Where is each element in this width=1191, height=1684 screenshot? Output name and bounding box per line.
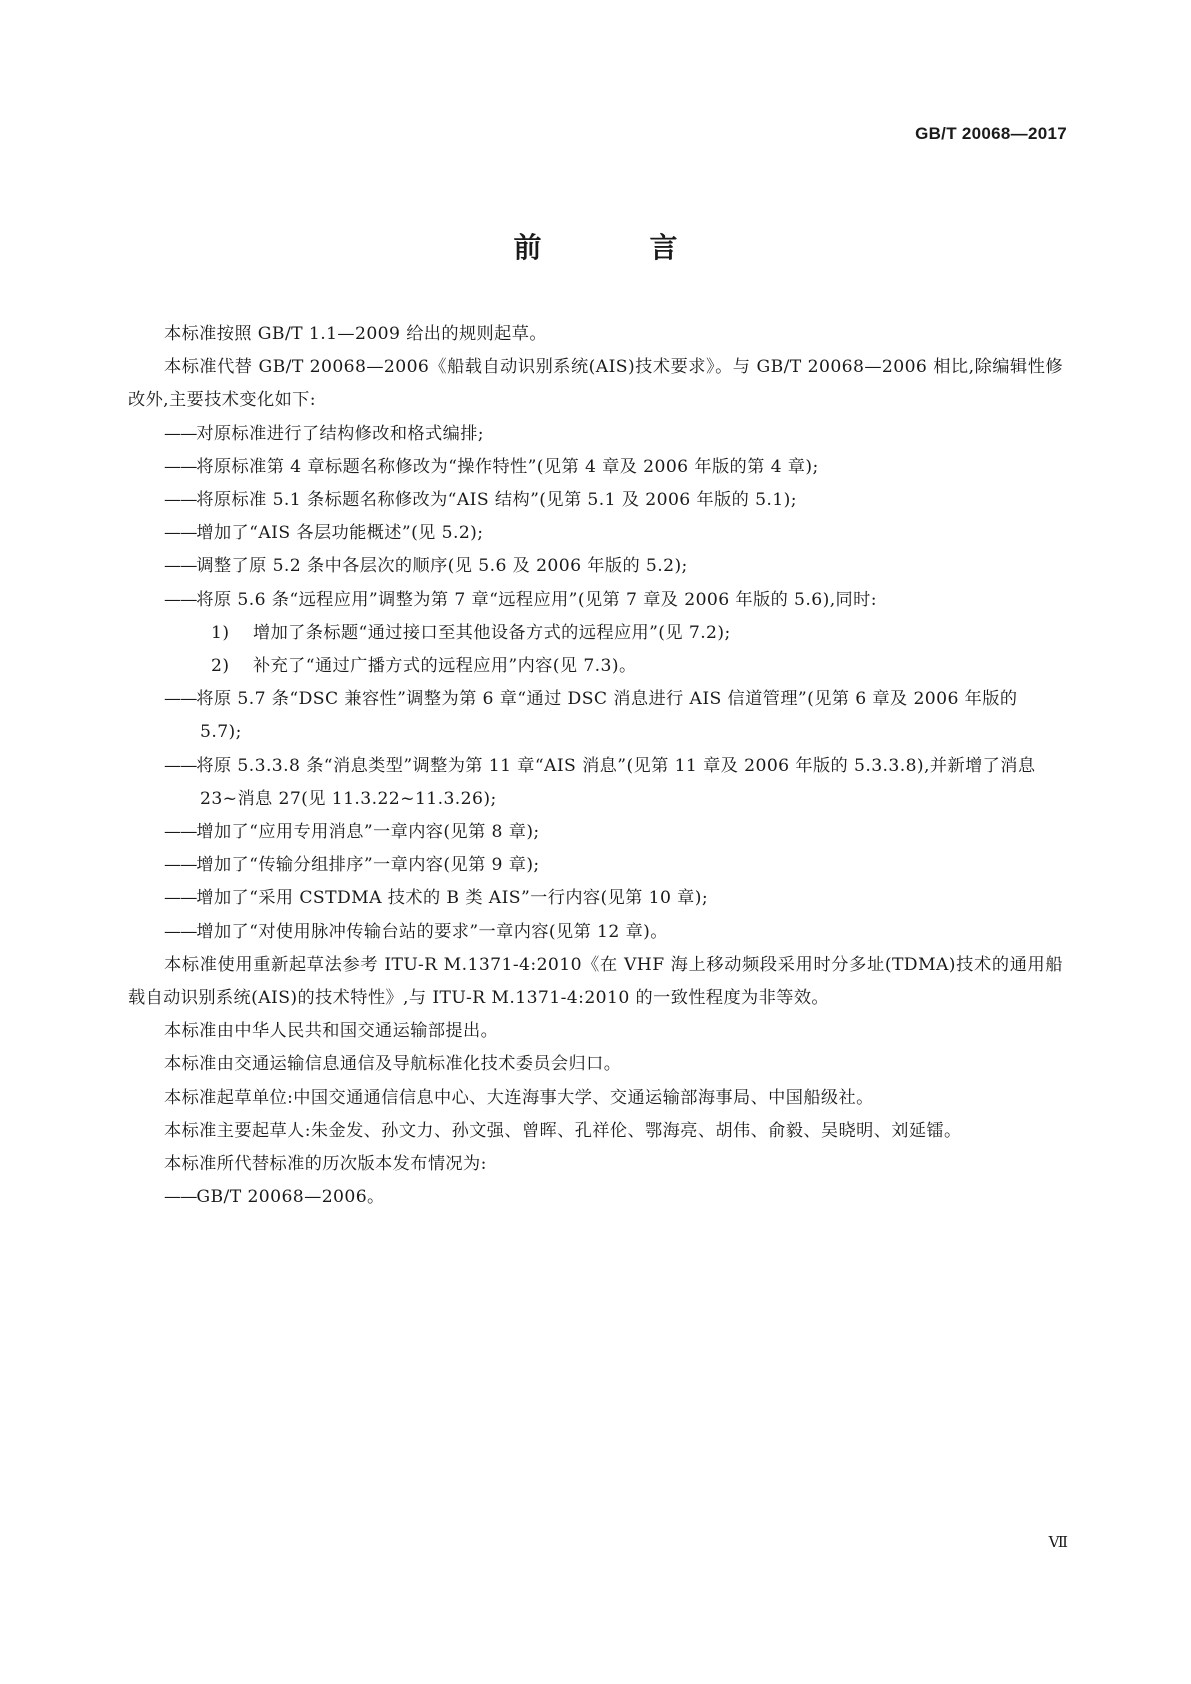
paragraph-committee: 本标准由交通运输信息通信及导航标准化技术委员会归口。 xyxy=(164,1054,622,1075)
sub-item: 2) 补充了“通过广播方式的远程应用”内容(见 7.3)。 xyxy=(211,656,637,677)
change-item: ——调整了原 5.2 条中各层次的顺序(见 5.6 及 2006 年版的 5.2); xyxy=(164,556,688,577)
standard-code: GB/T 20068—2017 xyxy=(915,124,1067,143)
change-item: ——将原标准第 4 章标题名称修改为“操作特性”(见第 4 章及 2006 年版的第 4 章); xyxy=(164,456,819,477)
page-number: Ⅶ xyxy=(1048,1533,1068,1551)
change-item: ——将原 5.6 条“远程应用”调整为第 7 章“远程应用”(见第 7 章及 2006 年版的 5.6),同时: xyxy=(164,589,877,610)
foreword-body xyxy=(128,318,1063,1214)
change-item: ——增加了“采用 CSTDMA 技术的 B 类 AIS”一行内容(见第 10 章); xyxy=(164,888,709,909)
paragraph-replacement: 本标准代替 GB/T 20068—2006《船载自动识别系统(AIS)技术要求》。与 GB/T 20068—2006 相比,除编辑性修改外,主要技术变化如下: xyxy=(128,357,1063,411)
history-item: ——GB/T 20068—2006。 xyxy=(164,1187,385,1208)
paragraph-drafting-rules: 本标准按照 GB/T 1.1—2009 给出的规则起草。 xyxy=(164,324,547,344)
paragraph-drafting-units: 本标准起草单位:中国交通通信信息中心、大连海事大学、交通运输部海事局、中国船级社。 xyxy=(164,1087,874,1108)
change-item: ——增加了“对使用脉冲传输台站的要求”一章内容(见第 12 章)。 xyxy=(164,921,668,942)
page-title: 前 言 xyxy=(513,231,718,264)
sub-item: 1) 增加了条标题“通过接口至其他设备方式的远程应用”(见 7.2); xyxy=(211,622,731,643)
change-item: ——增加了“AIS 各层功能概述”(见 5.2); xyxy=(164,523,484,544)
change-item: ——将原标准 5.1 条标题名称修改为“AIS 结构”(见第 5.1 及 2006 年版的 5.1); xyxy=(164,490,797,511)
change-item: ——将原 5.7 条“DSC 兼容性”调整为第 6 章“通过 DSC 消息进行 AIS 信道管理”(见第 6 章及 2006 年版的 5.7); xyxy=(164,689,1018,743)
change-item: ——将原 5.3.3.8 条“消息类型”调整为第 11 章“AIS 消息”(见第 11 章及 2006 年版的 5.3.3.8),并新增了消息 23~消息 27(见 11.3.22~11.3.26); xyxy=(164,755,1036,809)
paragraph-proposer: 本标准由中华人民共和国交通运输部提出。 xyxy=(164,1021,499,1042)
change-item: ——增加了“传输分组排序”一章内容(见第 9 章); xyxy=(164,855,540,876)
paragraph-history-intro: 本标准所代替标准的历次版本发布情况为: xyxy=(164,1154,487,1175)
change-item: ——对原标准进行了结构修改和格式编排; xyxy=(164,423,484,444)
paragraph-drafters: 本标准主要起草人:朱金发、孙文力、孙文强、曾晖、孔祥伦、鄂海亮、胡伟、俞毅、吴晓明、刘延镭。 xyxy=(164,1120,962,1141)
paragraph-reference: 本标准使用重新起草法参考 ITU-R M.1371-4:2010《在 VHF 海上移动频段采用时分多址(TDMA)技术的通用船载自动识别系统(AIS)的技术特性》,与 ITU-R M.1371-4:2010 的一致性程度为非等效。 xyxy=(128,954,1063,1009)
change-item: ——增加了“应用专用消息”一章内容(见第 8 章); xyxy=(164,822,540,843)
